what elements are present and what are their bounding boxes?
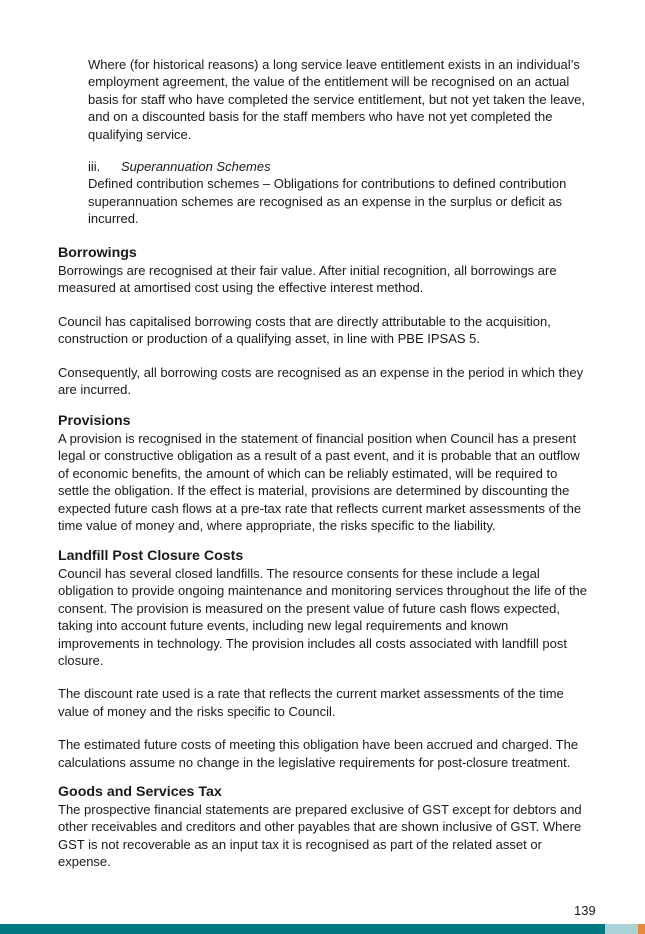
footer-bar-orange [638, 924, 645, 934]
borrowings-paragraph-2: Council has capitalised borrowing costs that are directly attributable to the acquisition, construction or production of a qualifying asset, in line with PBE IPSAS 5. [58, 313, 551, 347]
landfill-paragraph-3: The estimated future costs of meeting this obligation have been accrued and charged. The calculations assume no change in the legislative requirements for post-closure treatment. [58, 737, 579, 770]
subheading-numeral: iii. [88, 159, 101, 174]
gst-paragraph: The prospective financial statements are prepared exclusive of GST except for debtors and other receivables and creditors and other payables that are shown inclusive of GST. Where GST is not recoverable as an input tax it is recognised as part of the related asset or expense. [58, 802, 582, 870]
landfill-heading: Landfill Post Closure Costs [58, 548, 244, 564]
long-service-leave-paragraph: Where (for historical reasons) a long service leave entitlement exists in an individual’s employment agreement, the value of the entitlement will be recognised on an actual basis for staff who have completed the service entitlement, but not yet taken the leave, and on a discounted basis for the staff members who have not yet completed the qualifying service. [88, 57, 585, 142]
gst-heading: Goods and Services Tax [58, 784, 222, 800]
borrowings-paragraph-1: Borrowings are recognised at their fair value. After initial recognition, all borrowings are measured at amortised cost using the effective interest method. [58, 263, 557, 296]
gst-section [58, 783, 590, 871]
borrowings-heading: Borrowings [58, 245, 137, 261]
landfill-paragraph-2: The discount rate used is a rate that reflects the current market assessments of the time value of money and the risks specific to Council. [58, 686, 564, 719]
page-number: 139 [574, 903, 596, 918]
footer-bar-light [605, 924, 638, 934]
provisions-section [58, 412, 590, 534]
borrowings-paragraph-3: Consequently, all borrowing costs are recognised as an expense in the period in which they are incurred. [58, 364, 584, 398]
superannuation-paragraph: Defined contribution schemes – Obligations for contributions to defined contribution superannuation schemes are recognised as an expense in the surplus or deficit as incurred. [88, 176, 567, 227]
superannuation-subheading [88, 158, 590, 175]
footer-bar-teal [0, 924, 605, 934]
superannuation-section [88, 158, 590, 228]
landfill-paragraph-1: Council has several closed landfills. The resource consents for these include a legal obligation to provide ongoing maintenance and monitoring services throughout the life of the consent. The provision is measured on the present value of future cash flows expected, taking into account future events, including new legal requirements and known improvements in technology. The provision includes all costs associated with landfill post closure. [58, 566, 588, 669]
borrowings-section [58, 244, 590, 398]
subheading-title: Superannuation Schemes [121, 159, 271, 174]
landfill-section [58, 547, 590, 771]
provisions-paragraph: A provision is recognised in the statement of financial position when Council has a present legal or constructive obligation as a result of a past event, and it is probable that an outflow of economic benefits, the amount of which can be reliably estimated, will be required to settle the obligation. If the effect is material, provisions are determined by discounting the expected future cash flows at a pre-tax rate that reflects current market assessments of the time value of money and, where appropriate, the risks specific to the liability. [58, 431, 582, 534]
provisions-heading: Provisions [58, 413, 131, 429]
